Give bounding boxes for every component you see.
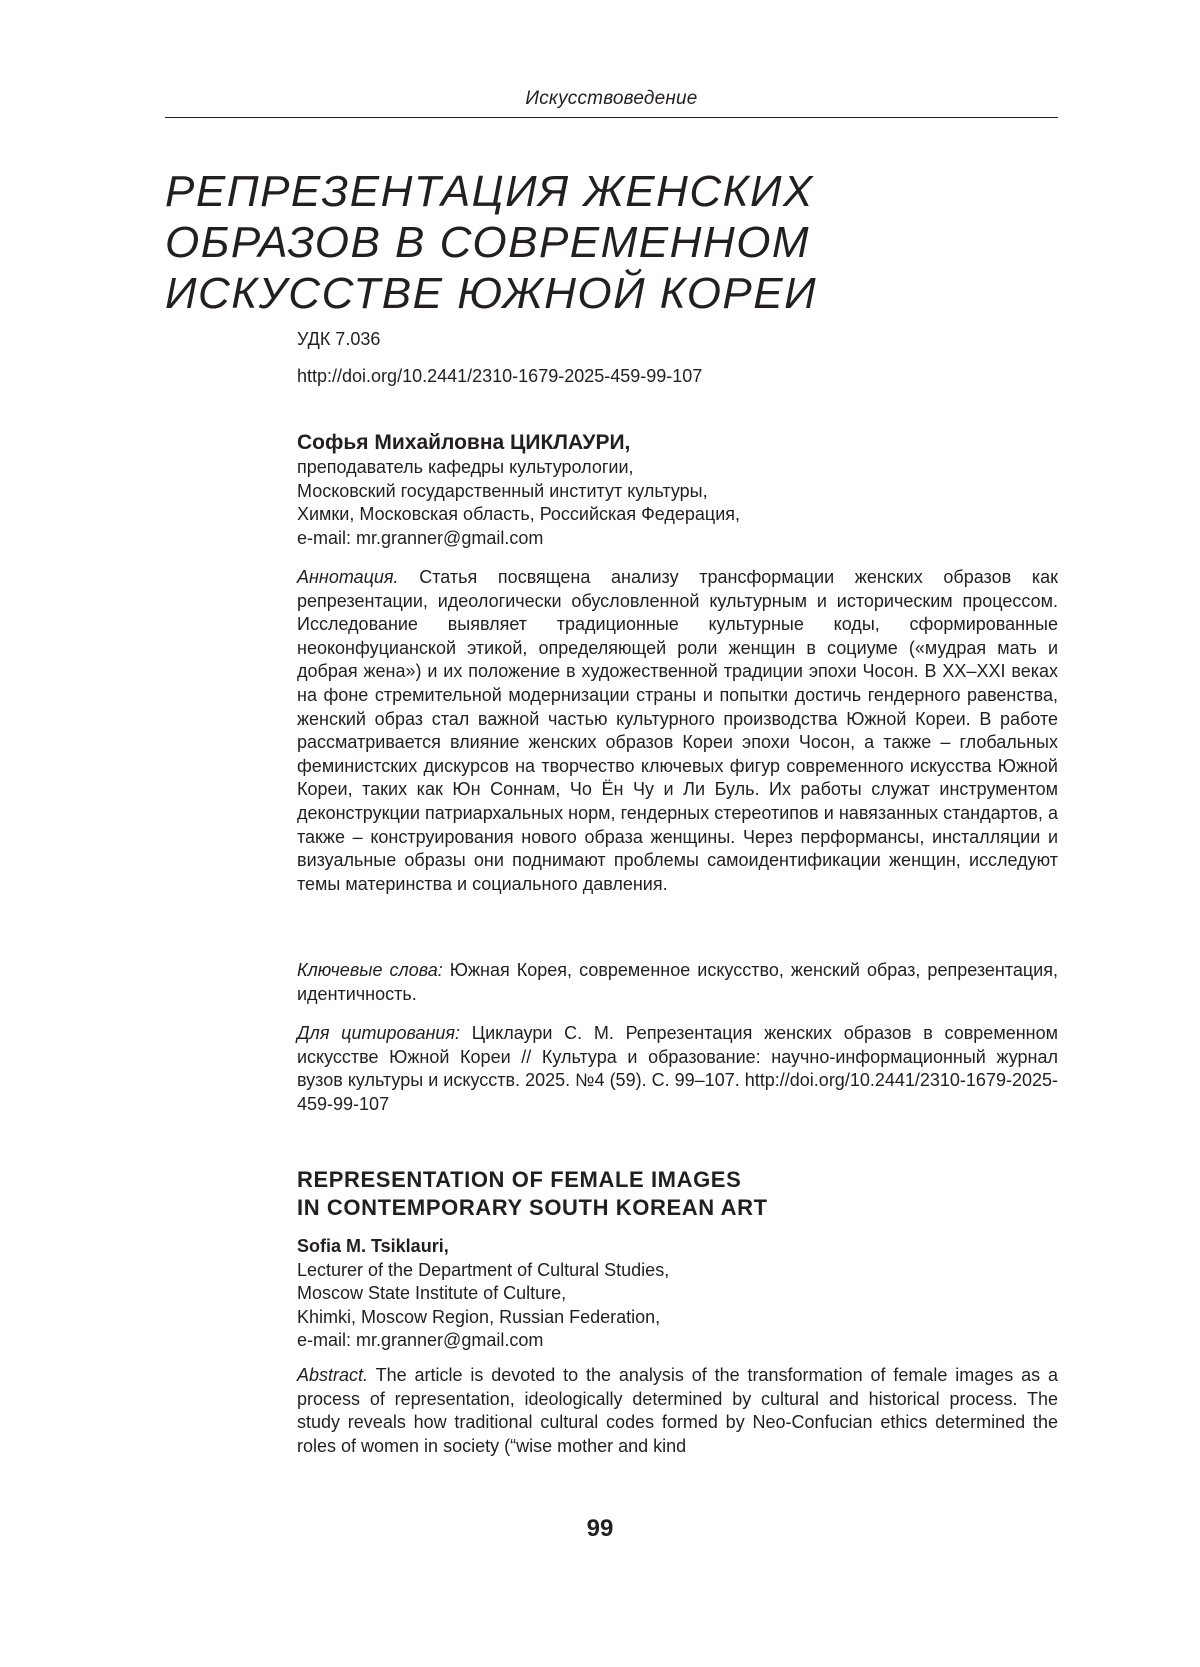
running-head: Искусствоведение: [525, 88, 698, 109]
header-rule: [165, 117, 1058, 118]
english-title-line: IN CONTEMPORARY SOUTH KOREAN ART: [297, 1195, 768, 1220]
abstract-en-label: Abstract.: [297, 1365, 369, 1385]
page-number: 99: [586, 1515, 614, 1542]
keywords-ru: [297, 959, 1058, 1006]
title-line: ОБРАЗОВ В СОВРЕМЕННОМ: [165, 218, 811, 267]
citation-ru: [297, 1022, 1058, 1116]
title-line: РЕПРЕЗЕНТАЦИЯ ЖЕНСКИХ: [165, 167, 814, 216]
author-email-ru[interactable]: e-mail: mr.granner@gmail.com: [297, 527, 544, 548]
citation-ru-label: Для цитирования:: [297, 1023, 461, 1043]
abstract-ru-label: Аннотация.: [297, 567, 399, 587]
author-block-en: [297, 1235, 1058, 1353]
abstract-en: [297, 1364, 1058, 1458]
keywords-ru-text: Южная Корея, современное искусство, женский образ, репрезентация, идентичность.: [297, 960, 1058, 1004]
author-name-en: Sofia M. Tsiklauri,: [297, 1236, 449, 1256]
author-affiliation-line: Химки, Московская область, Российская Федерация,: [297, 504, 741, 524]
udc-code: УДК 7.036: [297, 329, 381, 349]
author-name-ru: Софья Михайловна ЦИКЛАУРИ,: [297, 431, 631, 454]
doi-link[interactable]: http://doi.org/10.2441/2310-1679-2025-459-99-107: [297, 366, 703, 386]
abstract-ru-text: Статья посвящена анализу трансформации женских образов как репрезентации, идеологически обусловленной культурным и историческим процессом. Исследование выявляет традиционные культурные коды, сформированные неоконфуцианской этикой, определяющей роли женщин в социуме («мудрая мать и добрая жена») и их положение в художественной традиции эпохи Чосон. В XX–XXI веках на фоне стремительной модернизации страны и попытки достичь гендерного равенства, женский образ стал важной частью культурного производства Южной Кореи. В работе рассматривается влияние женских образов Кореи эпохи Чосон, а также – глобальных феминистских дискурсов на творчество ключевых фигур современного искусства Южной Кореи, таких как Юн Соннам, Чо Ён Чу и Ли Буль. Их работы служат инструментом деконструкции патриархальных норм, гендерных стереотипов и навязанных стандартов, а также – конструирования нового образа женщины. Через перформансы, инсталляции и визуальные образы они поднимают проблемы самоидентификации женщин, исследуют темы материнства и социального давления.: [297, 567, 1058, 894]
author-email-en[interactable]: e-mail: mr.granner@gmail.com: [297, 1330, 544, 1350]
author-affiliation-line: Moscow State Institute of Culture,: [297, 1283, 567, 1303]
keywords-ru-label: Ключевые слова:: [297, 960, 443, 980]
author-affiliation-line: Lecturer of the Department of Cultural Studies,: [297, 1259, 670, 1280]
author-affiliation-line: преподаватель кафедры культурологии,: [297, 457, 634, 477]
author-block-ru: [297, 430, 1058, 550]
english-title: [297, 1166, 1058, 1222]
author-affiliation-line: Khimki, Moscow Region, Russian Federation,: [297, 1306, 661, 1327]
abstract-ru: [297, 566, 1058, 896]
author-affiliation-line: Московский государственный институт культуры,: [297, 480, 708, 501]
abstract-en-text: The article is devoted to the analysis of the transformation of female images as a process of representation, ideologically determined by cultural and historical process. The study reveals how traditional cultural codes formed by Neo-Confucian ethics determined the roles of women in society (“wise mother and kind: [297, 1365, 1058, 1456]
article-title: [165, 166, 985, 319]
english-title-line: REPRESENTATION OF FEMALE IMAGES: [297, 1167, 742, 1192]
citation-ru-text: Циклаури С. М. Репрезентация женских образов в современном искусстве Южной Кореи // Культура и образование: научно-информационный журнал вузов культуры и искусств. 2025. №4 (59). С. 99–107. http://doi.org/10.2441/2310-1679-2025-459-99-107: [297, 1023, 1058, 1114]
title-line: ИСКУССТВЕ ЮЖНОЙ КОРЕИ: [165, 269, 818, 318]
